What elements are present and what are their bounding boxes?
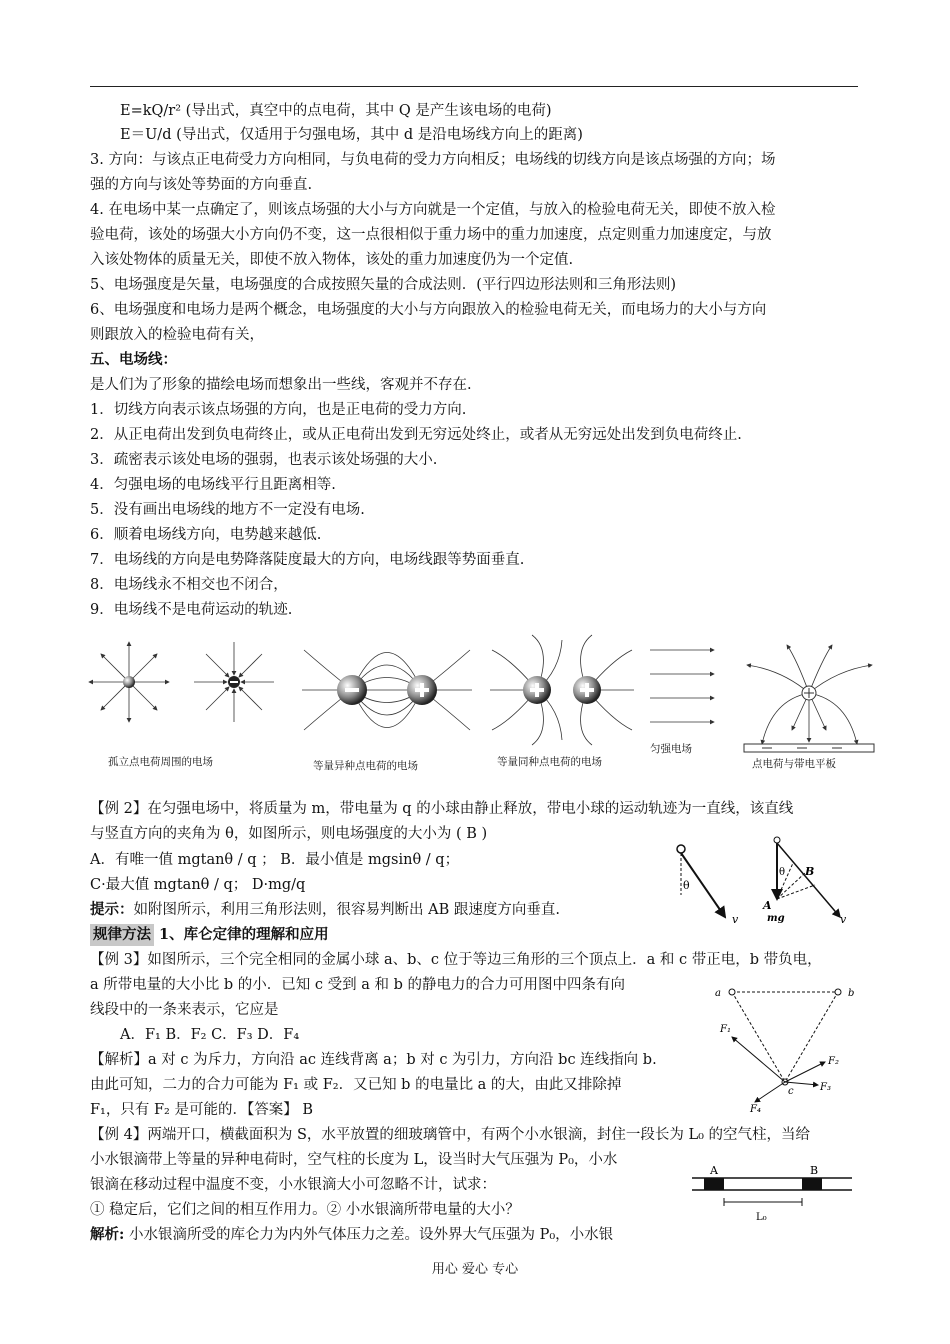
text-line: 4. 在电场中某一点确定了，则该点场强的大小与方向就是一个定值，与放入的检验电荷无关，即使不放入检 [90,202,776,218]
section-heading: 五、电场线： [90,351,177,368]
example4-question: 【例 4】两端开口，横截面积为 S，水平放置的细玻璃管中，有两个小水银滴，封住一段长为 L₀ 的空气柱，当给 [90,1127,811,1143]
theta-label-2: θ [779,867,786,878]
uniform-field [650,650,714,722]
analysis-label: 解析: [90,1226,125,1243]
list-item: 7．电场线的方向是电势降落陡度最大的方向，电场线跟等势面垂直. [90,552,525,568]
hint-text: 如附图所示，利用三角形法则，很容易判断出 AB 跟速度方向垂直. [133,902,560,918]
point-A-label: A [710,1164,718,1177]
isolated-negative-charge [194,642,274,722]
theta-label: θ [683,879,690,892]
velocity-label-2: v [840,913,847,926]
example3-answer: F₁，只有 F₂ 是可能的．【答案】 B [90,1102,313,1118]
caption-uniform: 匀强电场 [650,743,692,755]
example4-question: 小水银滴带上等量的异种电荷时，空气柱的长度为 L，设当时大气压强为 P₀，小水 [90,1152,618,1168]
F4-label: F₄ [750,1104,761,1115]
rules-heading [90,924,329,946]
example2-question: 与竖直方向的夹角为 θ，如图所示，则电场强度的大小为 ( B ) [90,826,488,842]
text-line: 5、电场强度是矢量，电场强度的合成按照矢量的合成法则．(平行四边形法则和三角形法则) [90,277,677,293]
example4-analysis [90,1224,613,1246]
charge-plate-field [744,645,874,752]
rules-label: 规律方法 [90,924,154,946]
list-item: 2．从正电荷出发到负电荷终止，或从正电荷出发到无穷远处终止，或者从无穷远处出发到负电荷终止. [90,427,742,443]
example3-figure [710,982,860,1117]
F3-label: F₃ [820,1082,831,1093]
page-footer: 用心 爱心 专心 [431,1262,519,1277]
text-line: 入该处物体的质量无关，即使不放入物体，该处的重力加速度仍为一个定值. [90,252,574,268]
text-line: 6、电场强度和电场力是两个概念，电场强度的大小与方向跟放入的检验电荷无关，而电场力的大小与方向 [90,302,767,318]
text-line: 3. 方向：与该点正电荷受力方向相同，与负电荷的受力方向相反；电场线的切线方向是该点场强的方向；场 [90,152,776,168]
text-line: 验电荷，该处的场强大小方向仍不变，这一点很相似于重力场中的重力加速度，点定则重力加速度定，与放 [90,227,772,243]
example2-question: 【例 2】在匀强电场中，将质量为 m，带电量为 q 的小球由静止释放，带电小球的运动轨迹为一直线，该直线 [90,801,794,817]
example3-question: a 所带电量的大小比 b 的小．已知 c 受到 a 和 b 的静电力的合力可用图中四条有向 [90,977,625,993]
example3-analysis: 由此可知，二力的合力可能为 F₁ 或 F₂．又已知 b 的电量比 a 的大，由此又排除掉 [90,1077,622,1093]
example3-question: 线段中的一条来表示，它应是 [90,1002,279,1018]
list-item: 6．顺着电场线方向，电势越来越低. [90,527,322,543]
hint-label: 提示： [90,901,134,918]
text-line: 则跟放入的检验电荷有关， [90,327,264,343]
analysis-text: 小水银滴所受的库仑力为内外气体压力之差。设外界大气压强为 P₀，小水银 [124,1227,614,1243]
example3-options: A．F₁ B．F₂ C．F₃ D．F₄ [120,1027,300,1043]
same-charges-field [490,635,634,745]
L0-label: L₀ [756,1212,767,1223]
point-B-label: B [810,1164,819,1177]
list-item: 5．没有画出电场线的地方不一定没有电场. [90,502,365,518]
rules-title: 1、库仑定律的理解和应用 [154,926,329,943]
example3-question: 【例 3】如图所示，三个完全相同的金属小球 a、b、c 位于等边三角形的三个顶点上．a 和 c 带正电，b 带负电， [90,952,822,968]
example3-analysis: 【解析】a 对 c 为斥力，方向沿 ac 连线背离 a；b 对 c 为引力，方向沿 bc 连线指向 b. [90,1052,657,1068]
example2-figure [665,835,855,930]
point-A-label: A [763,899,772,912]
isolated-positive-charge [89,642,169,722]
caption-plate: 点电荷与带电平板 [752,758,836,770]
list-item: 9．电场线不是电荷运动的轨迹. [90,602,293,618]
F1-label: F₁ [720,1024,731,1035]
section-intro: 是人们为了形象的描绘电场而想象出一些线，客观并不存在. [90,377,472,393]
example2-hint [90,899,560,921]
point-a-label: a [715,988,721,999]
example2-options: A．有唯一值 mgtanθ / q ； B．最小值是 mgsinθ / q； [90,852,460,868]
list-item: 3．疏密表示该处电场的强弱，也表示该处场强的大小. [90,452,438,468]
velocity-label: v [732,913,739,926]
list-item: 8．电场线永不相交也不闭合， [90,577,288,593]
formula-uniform: E＝U/d (导出式，仅适用于匀强电场，其中 d 是沿电场线方向上的距离) [120,127,583,143]
caption-isolated: 孤立点电荷周围的电场 [108,756,213,768]
point-b-label: b [848,988,855,999]
caption-opposite: 等量异种点电荷的电场 [313,760,418,772]
list-item: 4．匀强电场的电场线平行且距离相等. [90,477,336,493]
formula-coulomb: E=kQ/r² (导出式，真空中的点电荷，其中 Q 是产生该电场的电荷) [120,103,552,119]
mg-label: mg [767,913,785,924]
example2-options: C·最大值 mgtanθ / q； D·mg/q [90,877,306,893]
opposite-charges-field [302,650,472,730]
text-line: 强的方向与该处等势面的方向垂直. [90,177,313,193]
example4-question: ① 稳定后，它们之间的相互作用力。② 小水银滴所带电量的大小？ [90,1202,520,1218]
F2-label: F₂ [828,1056,839,1067]
header-rule [90,86,858,87]
list-item: 1．切线方向表示该点场强的方向，也是正电荷的受力方向. [90,402,467,418]
example4-figure [690,1162,855,1230]
example4-question: 银滴在移动过程中温度不变，小水银滴大小可忽略不计，试求： [90,1177,496,1193]
point-c-label: c [788,1086,794,1097]
caption-same: 等量同种点电荷的电场 [497,756,602,768]
point-B-label: B [805,865,815,878]
